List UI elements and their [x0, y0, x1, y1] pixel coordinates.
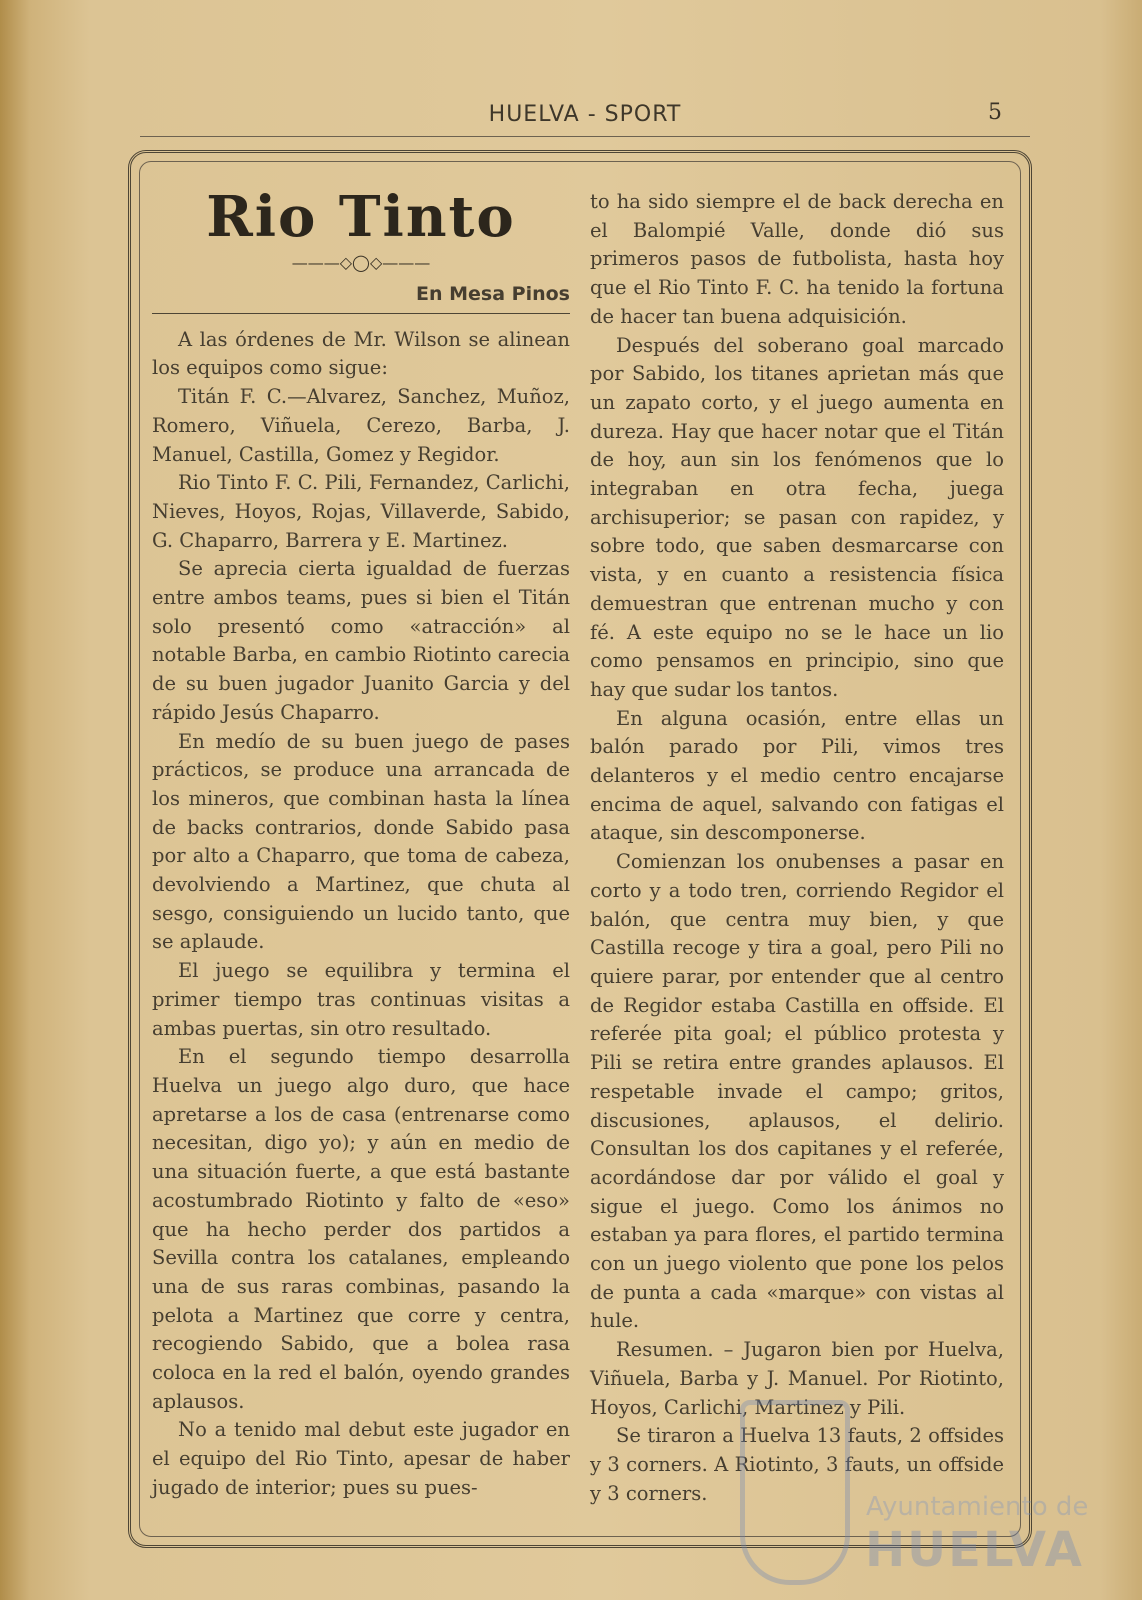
paragraph: Titán F. C.—Alvarez, Sanchez, Muñoz, Romero, Viñuela, Cerezo, Barba, J. Manuel, Castilla, Gomez y Regidor.	[152, 385, 570, 466]
paragraph: Comienzan los onubenses a pasar en corto y a todo tren, corriendo Regidor el balón, que centra muy bien, y que Castilla recoge y tira a goal, pero Pili no quiere parar, por entender que al centro de Regidor estaba Castilla en offside. El referée pita goal; el público protesta y Pili se retira entre grandes aplausos. El respetable invade el campo; gritos, discusiones, aplausos, el delirio. Consultan los dos capitanes y el referée, acordándose dar por válido el goal y sigue el juego. Como los ánimos no estaban ya para flores, el partido termina con un juego violento que pone los pelos de punta a cada «marque» con vistas al hule.	[590, 850, 1004, 1333]
paragraph: Rio Tinto F. C. Pili, Fernandez, Carlichi, Nieves, Hoyos, Rojas, Villaverde, Sabido, G. Chaparro, Barrera y E. Martinez.	[152, 471, 570, 552]
title-ornament: ———◇◯◇———	[291, 253, 431, 272]
paragraph: A las órdenes de Mr. Wilson se alinean los equipos como sigue:	[152, 327, 570, 380]
paragraph: En medío de su buen juego de pases prácticos, se produce una arrancada de los mineros, que combinan hasta la línea de backs contrarios, donde Sabido pasa por alto a Chaparro, que toma de cabeza, devolviendo a Martinez, que chuta al sesgo, consiguiendo un lucido tanto, que se aplaude.	[152, 729, 570, 954]
watermark-line2: HUELVA	[865, 1522, 1084, 1578]
watermark-line1: Ayuntamiento de	[866, 1492, 1089, 1522]
article-byline: En Mesa Pinos	[152, 280, 570, 314]
paragraph: Resumen. – Jugaron bien por Huelva, Viñuela, Barba y J. Manuel. Por Riotinto, Hoyos, Carlichi, Martinez y Pili.	[590, 1338, 1004, 1419]
paragraph: Se tiraron a Huelva 13 fauts, 2 offsides y 3 corners. A Riotinto, 3 fauts, un offside y 3 corners.	[590, 1424, 1004, 1505]
right-column	[590, 188, 1004, 1508]
paragraph-continued: to ha sido siempre el de back derecha en el Balompié Valle, donde dió sus primeros pasos de futbolista, hasta hoy que el Rio Tinto F. C. ha tenido la fortuna de hacer tan buena adquisición.	[590, 190, 1004, 328]
paragraph: Después del soberano goal marcado por Sabido, los titanes aprietan más que un zapato corto, y el juego aumenta en dureza. Hay que hacer notar que el Titán de hoy, aun sin los fenómenos que lo integraban en otra fecha, juega archisuperior; se pasan con rapidez, y sobre todo, que saben desmarcarse con vista, y en cuanto a resistencia física demuestran que entrenan mucho y con fé. A este equipo no se le hace un lio como pensamos en principio, sino que hay que sudar los tantos.	[590, 333, 1004, 701]
paragraph: El juego se equilibra y termina el primer tiempo tras continuas visitas a ambas puertas, sin otro resultado.	[152, 959, 570, 1040]
article-title: Rio Tinto	[206, 184, 516, 250]
coat-of-arms-icon	[740, 1400, 850, 1585]
page-number: 5	[988, 100, 1002, 125]
paragraph: No a tenido mal debut este jugador en el equipo del Rio Tinto, apesar de haber jugado de interior; pues su pues-	[152, 1418, 570, 1499]
publication-title: HUELVA - SPORT	[488, 102, 682, 127]
archive-watermark	[740, 1400, 1100, 1580]
page-header	[140, 100, 1030, 137]
paragraph: En alguna ocasión, entre ellas un balón parado por Pili, vimos tres delanteros y el medio centro encajarse encima de aquel, salvando con fatigas el ataque, sin descomponerse.	[590, 706, 1004, 845]
paragraph: Se aprecia cierta igualdad de fuerzas entre ambos teams, pues si bien el Titán solo presentó como «atracción» al notable Barba, en cambio Riotinto carecia de su buen jugador Juanito Garcia y del rápido Jesús Chaparro.	[152, 557, 570, 724]
paragraph: En el segundo tiempo desarrolla Huelva un juego algo duro, que hace apretarse a los de casa (entrenarse como necesitan, digo yo); y aún en medio de una situación fuerte, a que está bastante acostumbrado Riotinto y falto de «eso» que ha hecho perder dos partidos a Sevilla contra los catalanes, empleando una de sus raras combinas, pasando la pelota a Martinez que corre y centra, recogiendo Sabido, que a bolea rasa coloca en la red el balón, oyendo grandes aplausos.	[152, 1045, 570, 1413]
left-column	[152, 186, 570, 1503]
